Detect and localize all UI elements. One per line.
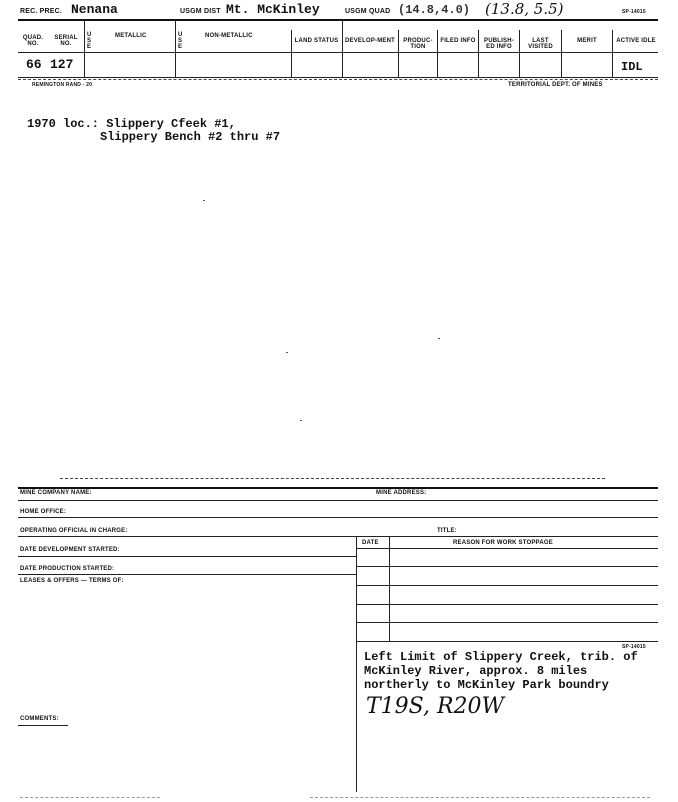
table-rule — [356, 622, 658, 623]
location-line-3: northerly to McKinley Park boundry — [364, 678, 609, 692]
rec-prec-value: Nenana — [71, 2, 118, 17]
table-date-divider — [389, 536, 390, 641]
card-footer-right: TERRITORIAL DEPT. OF MINES — [508, 82, 603, 88]
scan-speck — [286, 352, 288, 353]
form-rule — [18, 517, 658, 518]
operating-official-label: OPERATING OFFICIAL IN CHARGE: — [20, 528, 128, 534]
date-col-header: DATE — [362, 540, 379, 546]
col-use-2: U S E — [178, 32, 183, 50]
col-divider — [175, 20, 176, 77]
lower-form-number: SP-14015 — [622, 644, 646, 650]
header-form-number: SP-14015 — [622, 9, 646, 15]
title-label: TITLE: — [437, 528, 457, 534]
leases-label: LEASES & OFFERS — TERMS OF: — [20, 578, 124, 584]
row-active-idle: IDL — [621, 60, 643, 74]
col-active-idle: ACTIVE IDLE — [616, 38, 656, 44]
col-divider — [398, 30, 399, 77]
notes-line-1: 1970 loc.: Slippery Cfeek #1, — [27, 117, 236, 131]
col-divider — [437, 30, 438, 77]
col-quad-no: QUAD. NO. — [22, 35, 44, 47]
col-published-info: PUBLISH-ED INFO — [484, 38, 514, 50]
col-divider — [612, 30, 613, 77]
col-divider — [291, 30, 292, 77]
mine-address-label: MINE ADDRESS: — [376, 490, 427, 496]
header-top-rule — [18, 19, 658, 21]
table-rule — [356, 641, 658, 642]
comments-label: COMMENTS: — [20, 716, 59, 722]
mine-company-name-label: MINE COMPANY NAME: — [20, 490, 92, 496]
col-serial-no: SERIAL NO. — [54, 35, 78, 47]
location-line-1: Left Limit of Slippery Creek, trib. of — [364, 650, 638, 664]
usgm-quad-value: (14.8,4.0) — [398, 3, 471, 17]
home-office-label: HOME OFFICE: — [20, 509, 67, 515]
scan-edge-mark — [20, 797, 160, 798]
col-divider — [342, 20, 343, 77]
location-handwritten: T19S, R20W — [366, 694, 505, 719]
col-metallic: METALLIC — [115, 33, 147, 39]
row-serial: 127 — [50, 57, 74, 72]
location-line-2: McKinley River, approx. 8 miles — [364, 664, 588, 678]
usgm-quad-label: USGM QUAD — [345, 8, 391, 15]
col-production: PRODUC-TION — [403, 38, 433, 50]
table-left-edge — [356, 536, 357, 792]
col-divider — [84, 20, 85, 77]
usgm-dist-label: USGM DIST — [180, 8, 221, 15]
col-last-visited: LAST VISITED — [528, 38, 553, 50]
col-divider — [561, 30, 562, 77]
reason-col-header: REASON FOR WORK STOPPAGE — [453, 540, 553, 546]
scan-speck — [203, 200, 205, 201]
form-tear-line — [60, 478, 605, 479]
card-footer-left: REMINGTON RAND - 20 — [32, 82, 93, 88]
form-top-rule — [18, 487, 658, 489]
form-rule — [18, 574, 356, 575]
table-rule — [356, 604, 658, 605]
col-divider — [519, 30, 520, 77]
form-rule — [18, 500, 658, 501]
table-rule — [356, 585, 658, 586]
header-row-rule — [18, 52, 658, 53]
comments-underline — [18, 725, 68, 726]
col-development: DEVELOP-MENT — [344, 38, 396, 44]
col-merit: MERIT — [577, 38, 597, 44]
col-use-1: U S E — [87, 32, 92, 50]
form-rule — [18, 556, 356, 557]
notes-line-2: Slippery Bench #2 thru #7 — [100, 130, 281, 144]
scan-speck — [300, 420, 302, 421]
card-perforation — [18, 79, 658, 80]
date-development-label: DATE DEVELOPMENT STARTED: — [20, 547, 120, 553]
scan-edge-mark — [310, 797, 650, 798]
usgm-quad-handwritten: (13.8, 5.5) — [485, 0, 564, 18]
usgm-dist-value: Mt. McKinley — [226, 2, 320, 17]
date-production-label: DATE PRODUCTION STARTED: — [20, 566, 115, 572]
col-divider — [478, 30, 479, 77]
scan-speck — [438, 338, 440, 339]
rec-prec-label: REC. PREC. — [20, 8, 63, 15]
header-bottom-rule — [18, 77, 658, 78]
table-rule — [356, 566, 658, 567]
col-non-metallic: NON-METALLIC — [205, 33, 253, 39]
row-quad: 66 — [26, 57, 42, 72]
col-land-status: LAND STATUS — [294, 38, 339, 44]
table-rule — [356, 548, 658, 549]
form-rule — [18, 536, 658, 537]
col-filed-info: FILED INFO — [440, 38, 476, 44]
